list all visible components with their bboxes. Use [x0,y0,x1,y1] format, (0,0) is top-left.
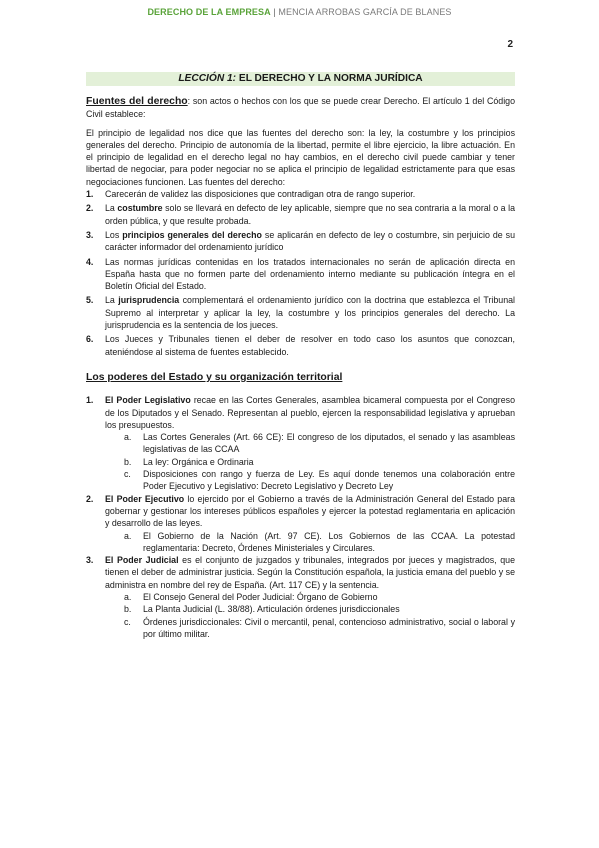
page-content [86,95,515,640]
sub-list-text: Órdenes jurisdiccionales: Civil o mercantil, penal, contencioso administrativo, social o laboral y por último militar. [143,616,515,639]
fuentes-list [86,188,515,358]
list-text-pre: La [105,295,119,306]
fuentes-intro [86,95,515,121]
list-number: 2. [86,203,94,214]
list-item [86,202,515,227]
list-number: 3. [86,555,94,566]
list-item [86,333,515,358]
sub-list-item [86,456,515,468]
list-number: 6. [86,334,94,345]
list-item [86,229,515,254]
list-text: Carecerán de validez las disposiciones que contradigan otra de rango superior. [105,189,416,200]
sub-list-letter: a. [124,530,132,541]
list-text-bold: El Poder Ejecutivo [105,493,185,504]
sub-list-text: La Planta Judicial (L. 38/88). Articulación órdenes jurisdiccionales [143,604,400,615]
list-text: solo se llevará en defecto de ley aplicable, siempre que no sea contraria a la moral o a la orden pública, y que resulte probada. [105,203,515,226]
list-number: 5. [86,295,94,306]
list-text-bold: El Poder Judicial [105,555,179,566]
list-number: 1. [86,395,94,406]
list-text-bold: jurisprudencia [118,295,180,306]
lesson-label: LECCIÓN 1: [178,73,237,84]
list-text-pre: La [105,203,118,214]
list-text: Los Jueces y Tribunales tienen el deber de resolver en todo caso los asuntos que conozcan, ateniéndose al sistema de fuentes establecido. [105,334,515,357]
list-text-pre: Los [105,229,123,240]
list-item [86,188,515,200]
list-text: Las normas jurídicas contenidas en los tratados internacionales no serán de aplicación directa en España hasta que no formen parte del ordenamiento interno mediante su publicación íntegra en el Boletín Oficial del Estado. [105,256,515,292]
sub-list-item [86,530,515,555]
list-item [86,554,515,591]
list-item [86,256,515,293]
list-text-bold: costumbre [117,203,163,214]
header-company: DERECHO DE LA EMPRESA [147,7,271,17]
list-text: lo ejercido por el Gobierno a través de la Administración General del Estado para gobernar y gestionar los intereses públicos españoles y ejercer la potestad reglamentaria en aplicación y desarrollo de las leyes. [105,493,516,529]
sub-list-letter: c. [124,616,131,627]
sub-list-letter: a. [124,432,132,443]
running-header [0,7,599,17]
lesson-title-bar [86,72,515,86]
poderes-list [86,394,515,640]
header-author: MENCIA ARROBAS GARCÍA DE BLANES [278,7,452,17]
list-item [86,493,515,530]
list-item [86,394,515,431]
list-number: 1. [86,189,94,200]
sub-list-letter: b. [124,604,132,615]
list-text: complementará el ordenamiento jurídico con la doctrina que establezca el Tribunal Supremo al interpretar y aplicar la ley, la costumbre y los principios generales del derecho. La jurisprudencia es la sentencia de los jueces. [105,295,515,331]
fuentes-intro-text: : son actos o hechos con los que se puede crear Derecho. El artículo 1 del Código Civil establece: [86,96,516,120]
section-heading-poderes: Los poderes del Estado y su organización territorial [86,371,343,383]
sub-list-item [86,431,515,456]
section-heading-fuentes: Fuentes del derecho [86,96,188,107]
sub-list-item [86,591,515,603]
sub-list-letter: b. [124,456,132,467]
list-number: 4. [86,256,94,267]
sub-list-letter: c. [124,469,131,480]
list-text-bold: El Poder Legislativo [105,395,191,406]
section-heading-poderes-wrap [86,371,515,384]
sub-list-text: La ley: Orgánica e Ordinaria [143,456,254,467]
list-number: 3. [86,229,94,240]
sub-list-item [86,616,515,641]
list-text-bold: principios generales del derecho [122,229,262,240]
sub-list-item [86,468,515,493]
list-text: se aplicarán en defecto de ley o costumbre, sin perjuicio de su carácter informador del ordenamiento jurídico [105,229,516,253]
lesson-title: EL DERECHO Y LA NORMA JURÍDICA [236,73,423,84]
list-number: 2. [86,493,94,504]
sub-list-text: Disposiciones con rango y fuerza de Ley. Es aquí donde tenemos una colaboración entre Poder Ejecutivo y Legislativo: Decreto Legislativo y Decreto Ley [143,469,515,492]
sub-list-text: Las Cortes Generales (Art. 66 CE): El congreso de los diputados, el senado y las asambleas legislativas de las CCAA [143,432,515,455]
header-separator: | [270,7,279,17]
fuentes-paragraph: El principio de legalidad nos dice que las fuentes del derecho son: la ley, la costumbre y los principios generales del derecho. Principio de autonomía de la libertad, permite el libre ejercicio, la libre actuación. En el principio de legalidad en el derecho legal no hay cambios, en el derecho civil puede cambiar y tener libertad de negociar, para poder negociar no se aplica el principio de legalidad estrictamente para que esas negociaciones funcionen. Las fuentes del derecho: [86,127,515,187]
sub-list-item [86,603,515,615]
list-item [86,294,515,331]
list-text: es el conjunto de juzgados y tribunales, integrados por jueces y magistrados, que tienen el deber de administrar justicia. Según la Constitución española, la justicia emana del pueblo y se administra en nombre del rey de España. (Art. 117 CE) y la sentencia. [105,555,515,590]
list-text: recae en las Cortes Generales, asamblea bicameral compuesta por el Congreso de los Diputados y el Senado. Representan al pueblo, ejercen la responsabilidad legislativa y aprueban los presupuestos. [105,395,515,430]
sub-list-letter: a. [124,591,132,602]
sub-list-text: El Gobierno de la Nación (Art. 97 CE). Los Gobiernos de las CCAA. La potestad reglamentaria: Decreto, Órdenes Ministeriales y Circulares. [143,530,515,553]
page-number: 2 [507,39,513,50]
sub-list-text: El Consejo General del Poder Judicial: Órgano de Gobierno [143,591,378,602]
